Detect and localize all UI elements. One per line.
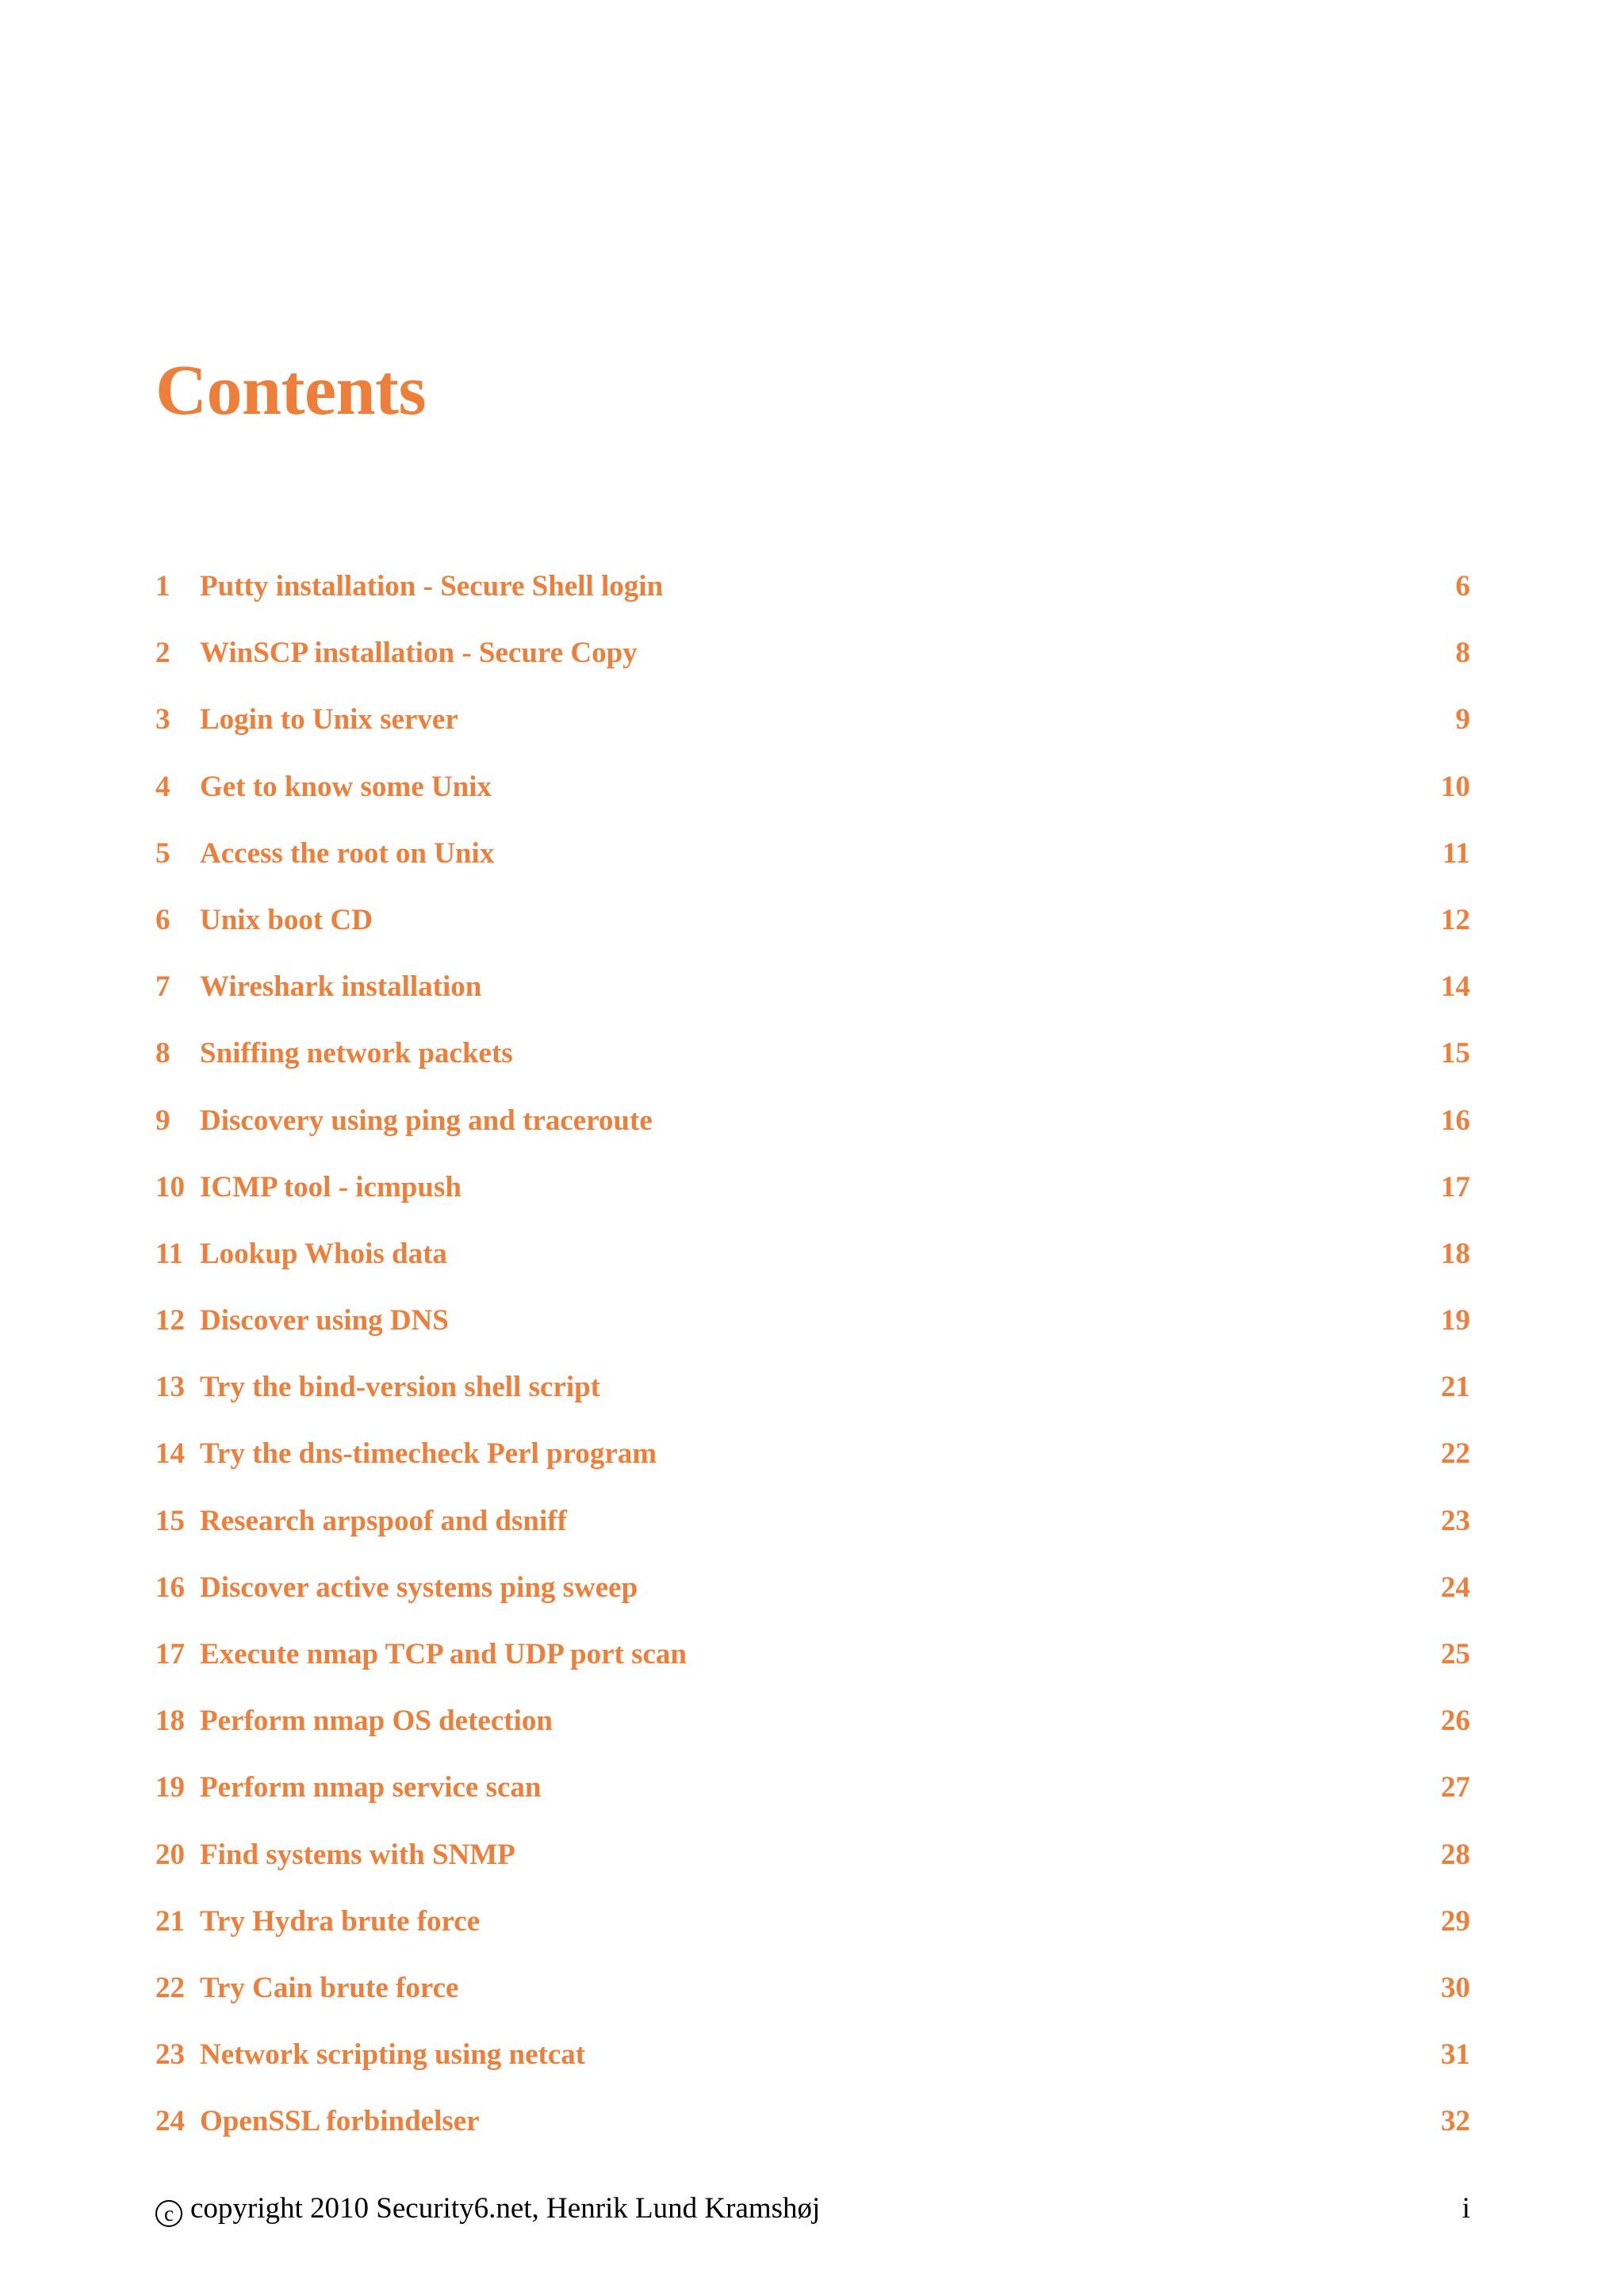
toc-entry-number: 14 (155, 1437, 185, 1471)
toc-entry-9[interactable] (155, 1104, 1470, 1170)
toc-entry-number: 2 (155, 637, 170, 670)
toc-entry-title: Discover using DNS (200, 1304, 449, 1337)
toc-entry-number: 18 (155, 1705, 185, 1738)
toc-entry-number: 13 (155, 1371, 185, 1404)
toc-entry-page: 14 (1441, 970, 1470, 1004)
toc-entry-page: 23 (1441, 1504, 1470, 1537)
toc-entry-page: 16 (1441, 1104, 1470, 1137)
toc-entry-title: Find systems with SNMP (200, 1838, 515, 1871)
toc-entry-page: 29 (1441, 1904, 1470, 1938)
toc-entry-page: 24 (1441, 1571, 1470, 1604)
toc-entry-10[interactable] (155, 1170, 1470, 1237)
page-title: Contents (155, 351, 427, 430)
toc-entry-title: Discovery using ping and traceroute (200, 1104, 653, 1137)
toc-entry-number: 19 (155, 1771, 185, 1804)
toc-entry-3[interactable] (155, 702, 1470, 769)
toc-entry-page: 11 (1442, 836, 1470, 870)
toc-entry-14[interactable] (155, 1437, 1470, 1503)
toc-entry-title: Wireshark installation (200, 970, 482, 1004)
toc-entry-page: 32 (1441, 2105, 1470, 2138)
toc-entry-number: 20 (155, 1838, 185, 1871)
page-number: i (1461, 2192, 1470, 2225)
toc-entry-title: Network scripting using netcat (200, 2038, 586, 2072)
toc-entry-title: Unix boot CD (200, 903, 373, 936)
toc-entry-number: 7 (155, 970, 170, 1004)
toc-entry-11[interactable] (155, 1237, 1470, 1303)
toc-entry-number: 23 (155, 2038, 185, 2072)
toc-entry-16[interactable] (155, 1571, 1470, 1637)
toc-entry-page: 30 (1441, 1971, 1470, 2004)
toc-entry-number: 24 (155, 2105, 185, 2138)
toc-entry-page: 17 (1441, 1170, 1470, 1203)
toc-entry-number: 21 (155, 1904, 185, 1938)
toc-entry-20[interactable] (155, 1838, 1470, 1904)
toc-entry-page: 22 (1441, 1437, 1470, 1471)
toc-entry-page: 21 (1441, 1371, 1470, 1404)
toc-entry-title: Putty installation - Secure Shell login (200, 570, 664, 603)
toc-entry-number: 8 (155, 1037, 170, 1070)
toc-entry-1[interactable] (155, 569, 1470, 636)
table-of-contents (155, 569, 1470, 2172)
toc-entry-title: Login to Unix server (200, 703, 458, 737)
toc-entry-page: 15 (1441, 1037, 1470, 1070)
toc-entry-title: Try the bind-version shell script (200, 1371, 600, 1404)
toc-entry-15[interactable] (155, 1504, 1470, 1571)
toc-entry-number: 6 (155, 903, 170, 936)
toc-entry-title: Access the root on Unix (200, 836, 495, 870)
toc-entry-page: 18 (1441, 1237, 1470, 1270)
toc-entry-title: OpenSSL forbindelser (200, 2105, 480, 2138)
toc-entry-page: 6 (1455, 570, 1470, 603)
toc-entry-page: 31 (1441, 2038, 1470, 2072)
toc-entry-title: Try Hydra brute force (200, 1904, 481, 1938)
toc-entry-number: 1 (155, 570, 170, 603)
toc-entry-number: 22 (155, 1971, 185, 2004)
toc-entry-page: 19 (1441, 1304, 1470, 1337)
toc-entry-title: Research arpspoof and dsniff (200, 1504, 567, 1537)
toc-entry-page: 25 (1441, 1638, 1470, 1670)
toc-entry-21[interactable] (155, 1904, 1470, 1971)
toc-entry-5[interactable] (155, 836, 1470, 903)
toc-entry-23[interactable] (155, 2038, 1470, 2104)
toc-entry-2[interactable] (155, 636, 1470, 702)
toc-entry-title: Sniffing network packets (200, 1037, 513, 1070)
toc-entry-number: 9 (155, 1104, 170, 1137)
toc-entry-8[interactable] (155, 1036, 1470, 1103)
toc-entry-page: 10 (1441, 770, 1470, 803)
page-footer (155, 2191, 1470, 2225)
toc-entry-title: Discover active systems ping sweep (200, 1571, 638, 1604)
toc-entry-number: 4 (155, 770, 170, 803)
toc-entry-19[interactable] (155, 1770, 1470, 1837)
toc-entry-number: 15 (155, 1504, 185, 1537)
copyright-notice (155, 2191, 820, 2225)
toc-entry-7[interactable] (155, 970, 1470, 1036)
toc-entry-page: 9 (1455, 703, 1470, 737)
toc-entry-number: 11 (155, 1237, 183, 1270)
toc-entry-12[interactable] (155, 1303, 1470, 1370)
copyright-text: copyright 2010 Security6.net, Henrik Lund Kramshøj (190, 2192, 821, 2225)
toc-entry-page: 8 (1455, 637, 1470, 670)
toc-entry-number: 10 (155, 1170, 185, 1203)
toc-entry-page: 27 (1441, 1771, 1470, 1804)
toc-entry-title: Lookup Whois data (200, 1237, 447, 1270)
toc-entry-title: Try Cain brute force (200, 1971, 459, 2004)
toc-entry-number: 12 (155, 1304, 185, 1337)
toc-entry-title: Perform nmap OS detection (200, 1705, 553, 1738)
toc-entry-page: 28 (1441, 1838, 1470, 1871)
toc-entry-title: Try the dns-timecheck Perl program (200, 1437, 657, 1471)
toc-entry-13[interactable] (155, 1370, 1470, 1437)
toc-entry-page: 26 (1441, 1705, 1470, 1738)
copyright-icon: c (155, 2200, 182, 2227)
toc-entry-4[interactable] (155, 770, 1470, 836)
toc-entry-title: Perform nmap service scan (200, 1771, 542, 1804)
toc-entry-title: Execute nmap TCP and UDP port scan (200, 1638, 687, 1670)
toc-entry-title: ICMP tool - icmpush (200, 1170, 462, 1203)
toc-entry-24[interactable] (155, 2104, 1470, 2171)
toc-entry-title: WinSCP installation - Secure Copy (200, 637, 638, 670)
toc-entry-page: 12 (1441, 903, 1470, 936)
toc-entry-number: 3 (155, 703, 170, 737)
toc-entry-22[interactable] (155, 1971, 1470, 2038)
toc-entry-number: 5 (155, 836, 170, 870)
toc-entry-number: 16 (155, 1571, 185, 1604)
toc-entry-18[interactable] (155, 1704, 1470, 1770)
toc-entry-17[interactable] (155, 1637, 1470, 1704)
toc-entry-title: Get to know some Unix (200, 770, 492, 803)
toc-entry-number: 17 (155, 1638, 185, 1670)
toc-entry-6[interactable] (155, 903, 1470, 970)
